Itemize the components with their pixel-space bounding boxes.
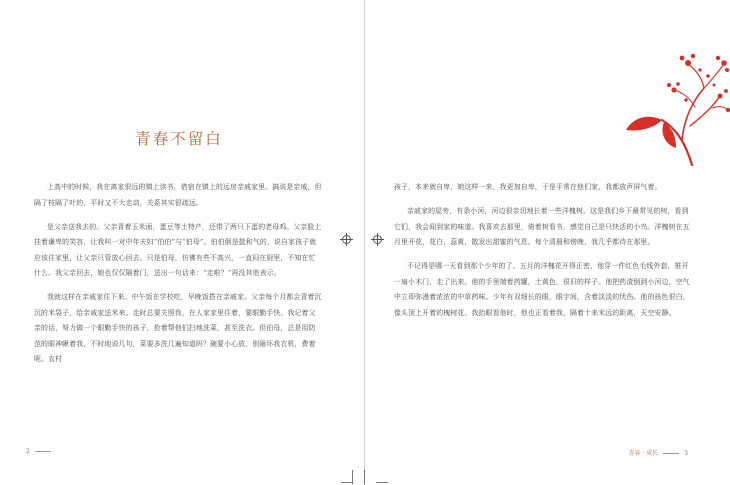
left-folio bbox=[26, 448, 56, 455]
right-folio bbox=[628, 448, 688, 457]
folio-rule bbox=[663, 453, 679, 454]
section-label: 青春 · 成长 bbox=[628, 450, 659, 457]
folio-rule bbox=[35, 451, 51, 452]
crop-mark bbox=[376, 482, 388, 483]
page-number: 3 bbox=[684, 450, 688, 457]
flower-branch-icon bbox=[620, 40, 730, 170]
registration-mark-icon bbox=[342, 235, 351, 244]
paragraph: 是父亲送我去的。父亲背着玉米面，蛋豆等土特产，还带了两只下蛋的老母鸡。父亲脸上挂着谦卑的笑容，让我叫一对中年夫妇“伯伯”与“伯母”。伯伯倒是挺和气的，说自家孩子就应该住家里，让父亲只管放心回去。只是伯母，仿佛有些不高兴，一直闷在厨里，不知在忙什么。我父亲回去，她也仅仅隔着门，送出一句话来：“走啦？”再没其他表示。 bbox=[34, 222, 322, 277]
paragraph: 亲戚家的屋旁，有条小河，河边很亲切地长着一些洋槐树。这是我们乡下最常见的树，看到它们，我会闻到家的味道。我喜欢去那里，倚着树看书，感觉自己是只快活的小鸟。洋槐树在五月里开花，花白，蕊黄，散发出甜蜜的气息。每个清晨和傍晚，我几乎都待在那里。 bbox=[394, 207, 690, 246]
left-body-text bbox=[34, 180, 322, 376]
spine-line bbox=[364, 0, 365, 485]
crop-mark bbox=[364, 470, 365, 484]
paragraph: 不记得是哪一天看到那个少年的了。五月的洋槐花开得正密，他穿一件红色毛线外套，推开一扇小木门，走了出来。他的手里端着药罐，土黄色，很旧的样子。他把药渣倒到小河边，空气中立即弥漫着浓浓的中草药味。少年有双细长的眼，眼宇间，含着淡淡的忧伤。他的孩色很白，像头顶上开着的槐树花。我抬眼看他时，他也正看着我，隔着十来米远的距离，天空安静。 bbox=[394, 262, 690, 317]
page-number: 2 bbox=[26, 448, 30, 455]
paragraph: 孩子，本来就自卑，她这样一来，我更加自卑，于是平常在他们家，我都放声屏气着。 bbox=[394, 183, 662, 191]
paragraph: 我就这样在亲戚家住下来。中午饭在学校吃，早晚饭搭在亲戚家。父亲每个月都会背着沉沉的米袋子，给亲戚家送米来。走时总要关照我，在人家家里住着，要眼勤手快。我记着父亲的话，努力做一个眼勤手快的孩子，抢着帮他们扫地洗菜，甚至洗衣。但伯母，总是用防范的眼神瞅着我，不时地说几句，菜要多洗几遍知道吗？碗要小心放，别砸坏我衣机，费着呢。农村 bbox=[34, 293, 322, 363]
paragraph: 上高中的时候，我在离家很远的镇上读书，借宿在镇上的远房亲戚家里。搞说是亲戚，但隔了枝隔了叶的，平时又不大走动，关系其实很疏远。 bbox=[34, 183, 322, 207]
chapter-title: 青春不留白 bbox=[135, 130, 223, 148]
right-body-text bbox=[394, 180, 694, 330]
gutter bbox=[358, 0, 372, 485]
registration-mark-icon bbox=[373, 235, 382, 244]
left-page bbox=[0, 0, 358, 485]
crop-mark bbox=[352, 470, 353, 484]
